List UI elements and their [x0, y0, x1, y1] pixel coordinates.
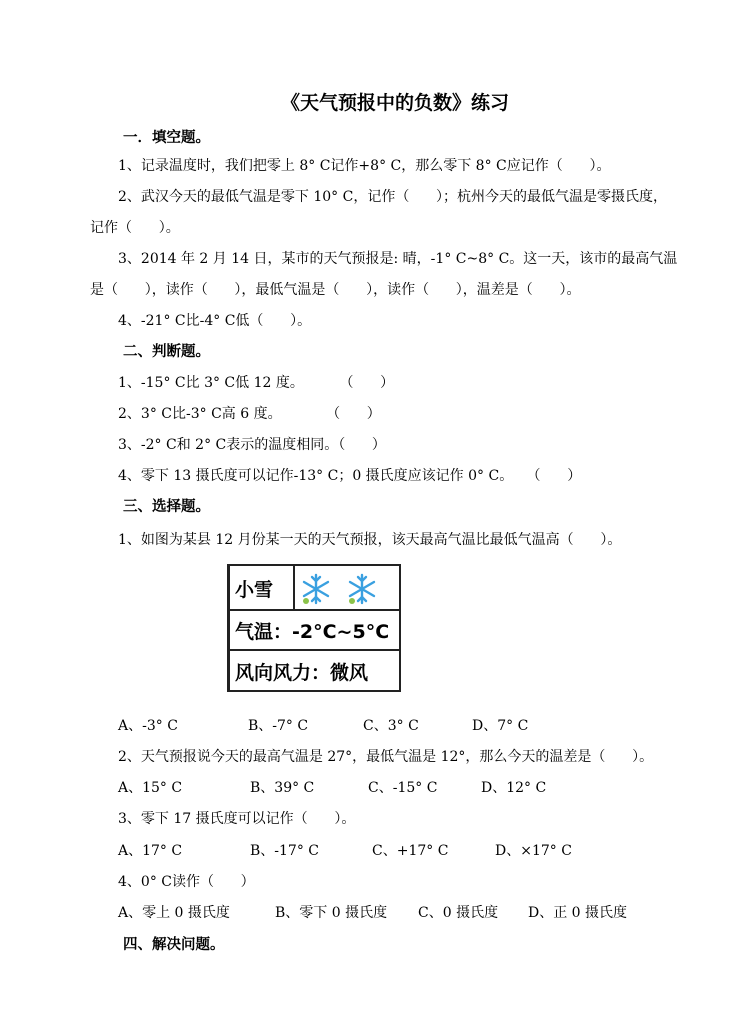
choice-3-option-b: B、-17° C: [250, 843, 319, 859]
choice-1-option-d: D、7° C: [472, 718, 529, 734]
weather-temperature-row: [230, 611, 399, 651]
page-title: 《天气预报中的负数》练习: [280, 92, 509, 114]
weather-condition: 小雪: [235, 579, 274, 601]
snowflake-icon: [345, 572, 379, 606]
snowflake-icon: [299, 572, 333, 606]
judge-question-2: 2、3° C比-3° C高 6 度。 （ ）: [118, 406, 381, 422]
choice-2-option-b: B、39° C: [250, 780, 315, 796]
choice-question-1: 1、如图为某县 12 月份某一天的天气预报，该天最高气温比最低气温高（ ）。: [118, 532, 622, 548]
divider: [293, 566, 295, 609]
choice-2-option-a: A、15° C: [118, 780, 183, 796]
weather-wind-row: [230, 651, 399, 690]
fill-question-2: 2、武汉今天的最低气温是零下 10° C，记作（ ）；杭州今天的最低气温是零摄氏度，: [118, 189, 668, 205]
choice-4-option-a: A、零上 0 摄氏度: [118, 905, 230, 921]
judge-question-3: 3、-2° C和 2° C表示的温度相同。（ ）: [118, 437, 386, 453]
section-judge: 二、判断题。: [123, 344, 210, 360]
weather-temperature: 气温：-2°C~5°C: [235, 621, 390, 643]
section-choice: 三、选择题。: [123, 499, 210, 515]
weather-wind: 风向风力：微风: [235, 662, 369, 684]
choice-question-2: 2、天气预报说今天的最高气温是 27°，最低气温是 12°，那么今天的温差是（ ）。: [118, 749, 654, 765]
choice-question-4: 4、0° C读作（ ）: [118, 874, 255, 890]
choice-2-option-c: C、-15° C: [368, 780, 438, 796]
choice-4-option-c: C、0 摄氏度: [418, 905, 499, 921]
choice-3-option-a: A、17° C: [118, 843, 183, 859]
choice-3-option-c: C、+17° C: [372, 843, 449, 859]
fill-question-2-cont: 记作（ ）。: [90, 220, 180, 236]
weather-condition-row: [230, 566, 399, 611]
choice-question-3: 3、零下 17 摄氏度可以记作（ ）。: [118, 811, 356, 827]
fill-question-1: 1、记录温度时，我们把零上 8° C记作+8° C，那么零下 8° C应记作（ ）。: [118, 158, 611, 174]
section-solve-problems: 四、解决问题。: [123, 937, 225, 953]
section-fill-in: 一．填空题。: [123, 130, 210, 146]
judge-question-4: 4、零下 13 摄氏度可以记作-13° C；0 摄氏度应该记作 0° C。 （ ）: [118, 468, 582, 484]
judge-question-1: 1、-15° C比 3° C低 12 度。 （ ）: [118, 375, 395, 391]
choice-1-option-c: C、3° C: [363, 718, 419, 734]
choice-4-option-b: B、零下 0 摄氏度: [275, 905, 388, 921]
fill-question-4: 4、-21° C比-4° C低（ ）。: [118, 313, 312, 329]
choice-2-option-d: D、12° C: [481, 780, 547, 796]
weather-forecast-figure: [227, 564, 401, 692]
fill-question-3: 3、2014 年 2 月 14 日，某市的天气预报是: 晴，-1° C~8° C。这一天，该市的最高气温: [118, 251, 678, 267]
choice-4-option-d: D、正 0 摄氏度: [528, 905, 628, 921]
choice-1-option-a: A、-3° C: [118, 718, 178, 734]
choice-3-option-d: D、×17° C: [495, 843, 572, 859]
fill-question-3-cont: 是（ ），读作（ ），最低气温是（ ），读作（ ），温差是（ ）。: [90, 282, 581, 298]
choice-1-option-b: B、-7° C: [248, 718, 309, 734]
